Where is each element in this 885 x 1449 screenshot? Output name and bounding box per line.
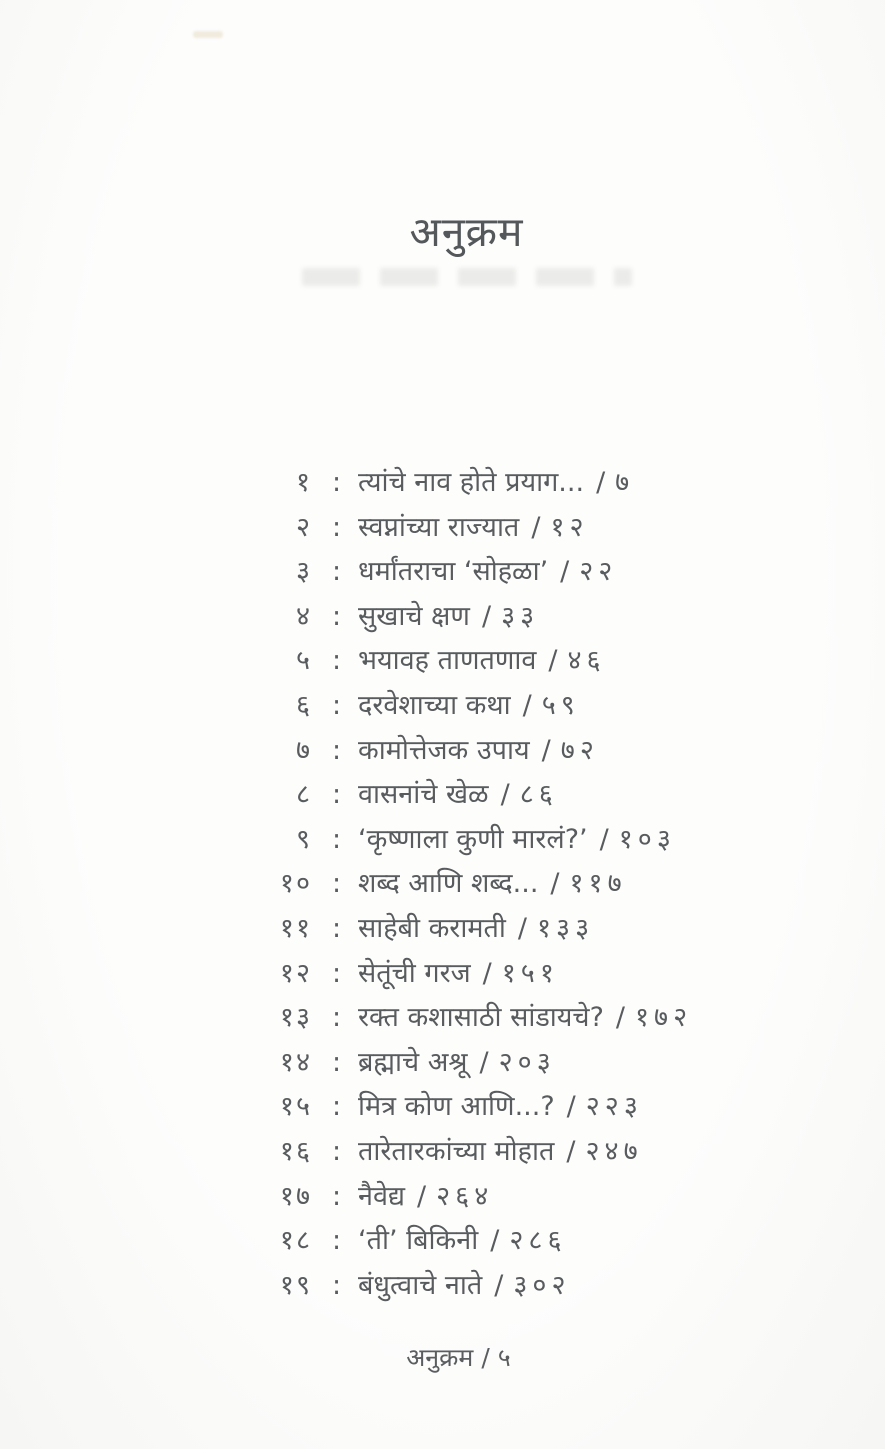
toc-colon: : — [332, 1225, 342, 1257]
toc-entry — [266, 1180, 692, 1225]
toc-entry — [266, 912, 692, 957]
toc-colon: : — [332, 645, 342, 677]
toc-entry-number: ३ — [295, 556, 312, 588]
toc-entry — [266, 1046, 692, 1091]
toc-entry-page: ७२ — [560, 734, 599, 766]
toc-colon: : — [332, 779, 342, 811]
toc-entry-number: १३ — [279, 1002, 312, 1034]
toc-entry — [266, 689, 692, 734]
toc-entry-number: १० — [279, 868, 312, 900]
toc-entry-page: २२ — [579, 556, 618, 588]
toc-entry — [266, 466, 692, 511]
toc-colon: : — [332, 912, 342, 944]
toc-entry — [266, 778, 692, 823]
toc-separator: / — [550, 868, 560, 900]
toc-entry-number: १२ — [279, 957, 312, 989]
toc-entry-title: सेतूंची गरज — [358, 957, 471, 989]
toc-entry — [266, 1090, 692, 1135]
toc-entry-title: ‘ती’ बिकिनी — [358, 1225, 479, 1257]
toc-separator: / — [479, 1046, 489, 1078]
toc-separator: / — [522, 689, 532, 721]
toc-entry-title: ‘कृष्णाला कुणी मारलं?’ — [358, 823, 588, 855]
toc-separator: / — [599, 823, 609, 855]
toc-entry-page: २६४ — [436, 1180, 494, 1212]
toc-entry-page: ३०२ — [513, 1269, 571, 1301]
toc-entry-number: ११ — [279, 912, 312, 944]
toc-separator: / — [566, 1135, 576, 1167]
toc-separator: / — [490, 1225, 500, 1257]
toc-separator: / — [500, 779, 510, 811]
toc-entry-title: धर्मांतराचा ‘सोहळा’ — [358, 556, 549, 588]
toc-entry — [266, 511, 692, 556]
toc-entry-number: २ — [295, 511, 312, 543]
toc-entry — [266, 644, 692, 689]
toc-separator: / — [531, 511, 541, 543]
toc-entry-page: १७२ — [635, 1002, 693, 1034]
toc-entry-title: दरवेशाच्या कथा — [358, 689, 511, 721]
toc-entry-title: त्यांचे नाव होते प्रयाग... — [358, 467, 585, 498]
toc-entry-number: ५ — [295, 645, 312, 677]
toc-entry — [266, 823, 692, 868]
footer-separator: / — [481, 1343, 490, 1372]
toc-entry-page: ५९ — [541, 689, 580, 721]
toc-separator: / — [541, 734, 551, 766]
toc-colon: : — [332, 600, 342, 632]
footer-label: अनुक्रम — [406, 1343, 474, 1372]
toc-entry — [266, 1269, 692, 1314]
toc-entry-number: १७ — [279, 1180, 312, 1212]
toc-entry — [266, 600, 692, 645]
toc-colon: : — [332, 957, 342, 989]
toc-separator: / — [494, 1269, 504, 1301]
toc-separator: / — [417, 1180, 427, 1212]
toc-colon: : — [332, 467, 342, 498]
toc-entry-number: १ — [295, 467, 312, 498]
toc-entry-page: १५१ — [501, 957, 559, 989]
toc-colon: : — [332, 1002, 342, 1034]
toc-colon: : — [332, 1091, 342, 1123]
toc-entry — [266, 1135, 692, 1180]
toc-entry-number: ८ — [295, 779, 312, 811]
toc-entry-page: ८६ — [519, 779, 558, 811]
toc-separator: / — [560, 556, 570, 588]
toc-entry-number: १९ — [279, 1269, 312, 1301]
toc-colon: : — [332, 511, 342, 543]
toc-entry-page: ३३ — [501, 600, 540, 632]
toc-entry-title: भयावह ताणतणाव — [358, 645, 537, 677]
toc-entry-number: १४ — [279, 1046, 312, 1078]
toc-entry-page: २०३ — [498, 1046, 556, 1078]
toc-separator: / — [566, 1091, 576, 1123]
toc-entry-number: १६ — [279, 1135, 312, 1167]
toc-entry-page: ११७ — [569, 868, 627, 900]
toc-colon: : — [332, 1269, 342, 1301]
toc-colon: : — [332, 868, 342, 900]
toc-entry-title: शब्द आणि शब्द... — [358, 868, 539, 900]
toc-entry-page: ७ — [615, 467, 635, 498]
toc-entry-number: १८ — [279, 1225, 312, 1257]
toc-entry-number: ९ — [295, 823, 312, 855]
toc-list — [266, 466, 692, 1313]
toc-entry — [266, 555, 692, 600]
toc-entry-number: ४ — [295, 600, 312, 632]
toc-entry-title: साहेबी करामती — [358, 912, 506, 944]
running-footer — [16, 1340, 885, 1374]
toc-entry-number: ६ — [295, 689, 312, 721]
toc-separator: / — [548, 645, 558, 677]
toc-entry — [266, 867, 692, 912]
toc-entry-page: २४७ — [585, 1135, 643, 1167]
toc-separator: / — [482, 957, 492, 989]
toc-colon: : — [332, 1046, 342, 1078]
toc-entry-title: बंधुत्वाचे नाते — [358, 1269, 483, 1301]
toc-entry-page: २८६ — [509, 1225, 567, 1257]
toc-entry — [266, 957, 692, 1002]
toc-entry — [266, 1224, 692, 1269]
toc-entry-number: ७ — [295, 734, 312, 766]
toc-entry — [266, 734, 692, 779]
toc-separator: / — [596, 467, 606, 498]
toc-colon: : — [332, 1135, 342, 1167]
toc-entry-page: १३३ — [537, 912, 595, 944]
toc-entry-title: रक्त कशासाठी सांडायचे? — [358, 1002, 604, 1034]
toc-entry-title: कामोत्तेजक उपाय — [358, 734, 530, 766]
toc-entry-title: मित्र कोण आणि...? — [358, 1091, 555, 1123]
toc-colon: : — [332, 689, 342, 721]
toc-entry-number: १५ — [279, 1091, 312, 1123]
toc-colon: : — [332, 734, 342, 766]
toc-separator: / — [481, 600, 492, 632]
toc-entry-page: १०३ — [618, 823, 676, 855]
toc-entry-page: १२ — [550, 511, 589, 543]
toc-entry-title: वासनांचे खेळ — [358, 779, 489, 811]
toc-entry-page: २२३ — [585, 1091, 643, 1123]
toc-entry-title: नैवेद्य — [358, 1180, 406, 1212]
toc-separator: / — [615, 1002, 626, 1034]
toc-separator: / — [517, 912, 527, 944]
toc-entry-page: ४६ — [567, 645, 606, 677]
toc-entry-title: ब्रह्माचे अश्रू — [358, 1046, 468, 1078]
toc-colon: : — [332, 556, 342, 588]
reverse-side-showthrough — [302, 268, 632, 286]
toc-entry-title: सुखाचे क्षण — [358, 600, 470, 632]
page-title: अनुक्रम — [409, 208, 524, 256]
scan-smudge — [193, 31, 223, 38]
footer-page-number: ५ — [497, 1343, 511, 1372]
toc-entry — [266, 1001, 692, 1046]
toc-colon: : — [332, 1180, 342, 1212]
toc-entry-title: स्वप्नांच्या राज्यात — [358, 511, 520, 543]
toc-entry-title: तारेतारकांच्या मोहात — [358, 1135, 555, 1167]
toc-colon: : — [332, 823, 342, 855]
